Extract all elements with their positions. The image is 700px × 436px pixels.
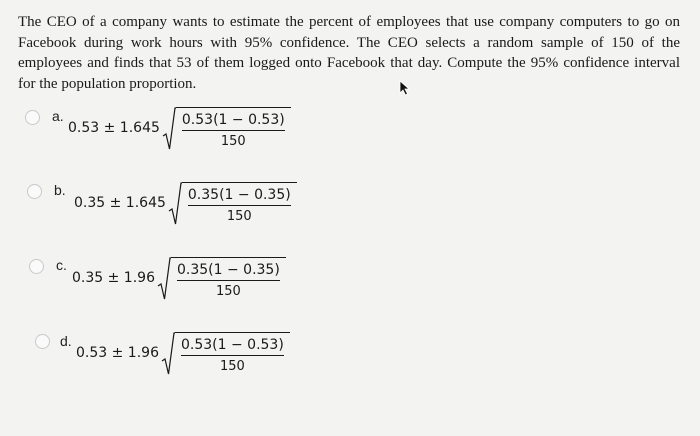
radio-button-b[interactable] xyxy=(27,184,42,199)
formula-b xyxy=(74,180,297,226)
formula-lead-d: 0.53 ± 1.96 xyxy=(76,345,159,361)
question-text: The CEO of a company wants to estimate the percent of employees that use company computers to go on Facebook during work hours with 95% confidence. The CEO selects a random sample of 150 of the employees and finds that 53 of them logged onto Facebook that day. Compute the 95% confidence interval for the population proportion. xyxy=(18,14,680,92)
denominator-b: 150 xyxy=(226,209,252,225)
numerator-c: 0.35(1 − 0.35) xyxy=(176,262,280,278)
radical-sign xyxy=(162,105,176,151)
radical-sign xyxy=(161,330,175,376)
sqrt-d xyxy=(161,330,290,376)
radical-sign xyxy=(157,255,171,301)
denominator-c: 150 xyxy=(215,284,241,300)
mouse-pointer-icon xyxy=(398,80,412,96)
option-letter-c: c. xyxy=(56,257,67,273)
formula-a xyxy=(68,105,291,151)
option-letter-a: a. xyxy=(52,108,64,124)
sqrt-a xyxy=(162,105,291,151)
formula-lead-c: 0.35 ± 1.96 xyxy=(72,270,155,286)
sqrt-b xyxy=(168,180,297,226)
formula-c xyxy=(72,255,286,301)
denominator-a: 150 xyxy=(220,134,246,150)
sqrt-c xyxy=(157,255,286,301)
formula-lead-b: 0.35 ± 1.645 xyxy=(74,195,166,211)
numerator-b: 0.35(1 − 0.35) xyxy=(187,187,291,203)
formula-lead-a: 0.53 ± 1.645 xyxy=(68,120,160,136)
radio-button-c[interactable] xyxy=(29,259,44,274)
numerator-d: 0.53(1 − 0.53) xyxy=(180,337,284,353)
denominator-d: 150 xyxy=(219,359,245,375)
radio-button-d[interactable] xyxy=(35,334,50,349)
numerator-a: 0.53(1 − 0.53) xyxy=(181,112,285,128)
radio-button-a[interactable] xyxy=(25,110,40,125)
option-letter-d: d. xyxy=(60,333,72,349)
option-letter-b: b. xyxy=(54,182,66,198)
radical-sign xyxy=(168,180,182,226)
formula-d xyxy=(76,330,290,376)
